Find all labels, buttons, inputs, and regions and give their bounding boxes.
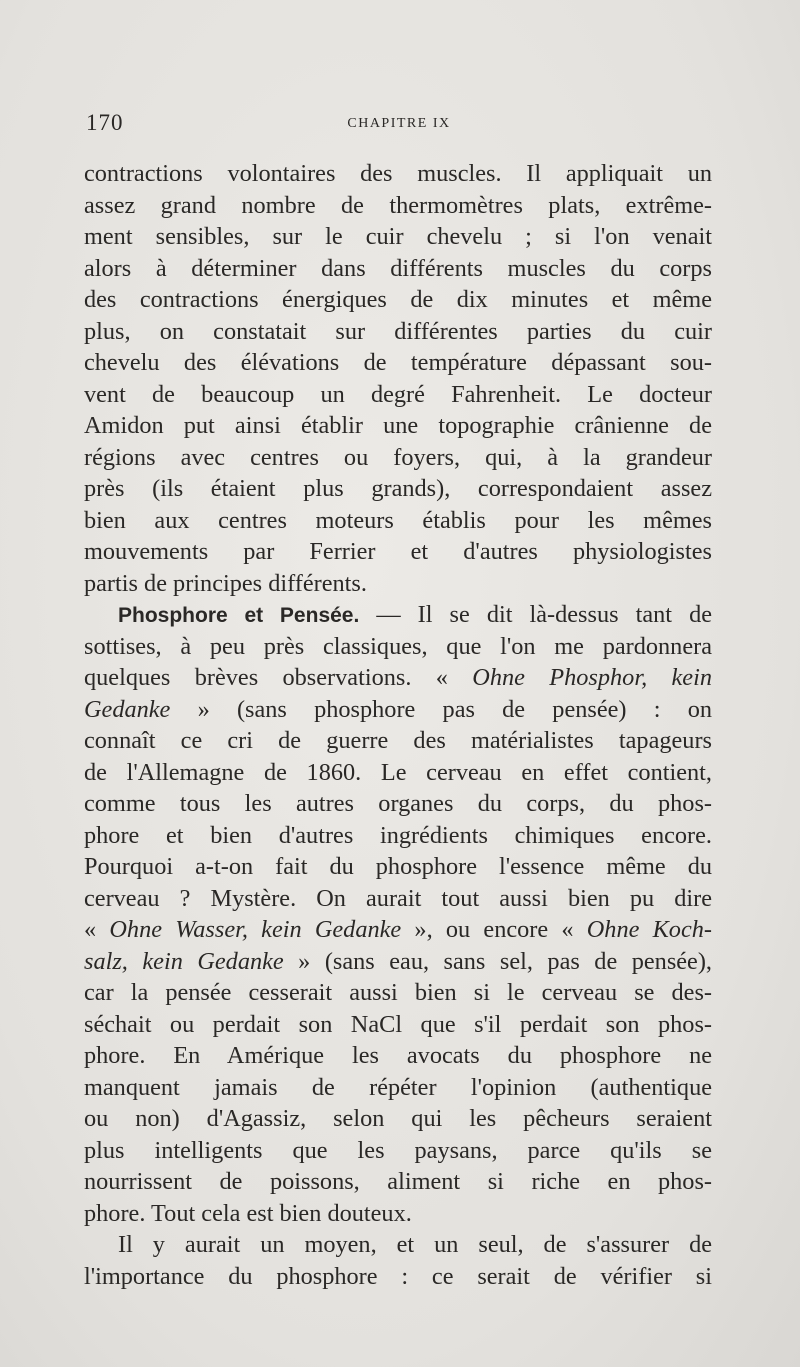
- text-line: [84, 694, 712, 726]
- text-line: l'importance du phosphore : ce serait de vérifier si: [84, 1262, 712, 1290]
- text-line: [84, 914, 712, 946]
- text-line: connaît ce cri de guerre des matérialistes tapageurs: [84, 727, 712, 754]
- text-line: Pourquoi a-t-on fait du phosphore l'essence même du: [84, 853, 712, 880]
- text-line: [84, 599, 712, 631]
- text-line: alors à déterminer dans différents muscles du corps: [84, 254, 712, 282]
- text-line: car la pensée cesserait aussi bien si le cerveau se des-: [84, 979, 712, 1006]
- text-line: comme tous les autres organes du corps, du phos-: [84, 790, 712, 817]
- text-run: » (sans phosphore pas de pensée) : on: [170, 695, 712, 723]
- text-line: chevelu des élévations de température dépassant sou-: [84, 349, 712, 376]
- text-line: vent de beaucoup un degré Fahrenheit. Le docteur: [84, 380, 712, 408]
- text-line: Amidon put ainsi établir une topographie crânienne de: [84, 412, 712, 439]
- section-heading: Phosphore et Pensée.: [118, 604, 360, 627]
- italic-text: Gedanke: [84, 695, 171, 723]
- text-run: » (sans eau, sans sel, pas de pensée),: [283, 947, 713, 975]
- running-head: CHAPITRE IX: [347, 116, 451, 131]
- text-line: nourrissent de poissons, aliment si riche en phos-: [84, 1168, 712, 1195]
- text-run: quelques brèves observations. «: [84, 664, 473, 691]
- text-line: plus intelligents que les paysans, parce qu'ils se: [84, 1136, 712, 1164]
- text-line: séchait ou perdait son NaCl que s'il perdait son phos-: [84, 1010, 712, 1038]
- text-line: plus, on constatait sur différentes parties du cuir: [84, 317, 712, 345]
- text-line: régions avec centres ou foyers, qui, à la grandeur: [84, 443, 712, 471]
- text-line: [84, 946, 712, 978]
- page-number: 170: [86, 110, 124, 135]
- text-line: Il y aurait un moyen, et un seul, de s'assurer de: [118, 1231, 712, 1258]
- text-line: bien aux centres moteurs établis pour les mêmes: [84, 506, 712, 534]
- text-run: — Il se dit là-dessus tant de: [359, 601, 712, 628]
- text-line: ou non) d'Agassiz, selon qui les pêcheurs seraient: [84, 1105, 712, 1132]
- text-line: des contractions énergiques de dix minutes et même: [84, 286, 712, 313]
- text-line: phore. En Amérique les avocats du phosphore ne: [84, 1042, 712, 1069]
- text-line: ment sensibles, sur le cuir chevelu ; si l'on venait: [84, 223, 712, 250]
- text-line: sottises, à peu près classiques, que l'on me pardonnera: [84, 632, 712, 660]
- text-line: cerveau ? Mystère. On aurait tout aussi bien pu dire: [84, 884, 712, 912]
- text-run: «: [84, 916, 110, 943]
- page-header: [86, 110, 712, 140]
- text-line: phore. Tout cela est bien douteux.: [84, 1199, 412, 1227]
- paragraph-2: [84, 599, 712, 1229]
- text-line: de l'Allemagne de 1860. Le cerveau en effet contient,: [84, 758, 712, 786]
- text-line: phore et bien d'autres ingrédients chimiques encore.: [84, 821, 712, 849]
- text-run: », ou encore «: [401, 916, 587, 943]
- paragraph-3: [84, 1229, 712, 1292]
- text-line: contractions volontaires des muscles. Il appliquait un: [84, 160, 712, 187]
- text-line: assez grand nombre de thermomètres plats, extrême-: [84, 191, 712, 219]
- text-line: partis de principes différents.: [84, 569, 367, 597]
- italic-text: Ohne Phosphor, kein: [472, 664, 712, 691]
- italic-text: Ohne Koch-: [586, 916, 712, 943]
- text-line: manquent jamais de répéter l'opinion (authentique: [84, 1073, 712, 1101]
- page-body: [84, 158, 712, 1292]
- text-line: mouvements par Ferrier et d'autres physiologistes: [84, 538, 712, 565]
- italic-text: salz, kein Gedanke: [84, 947, 284, 975]
- text-line: [84, 662, 712, 694]
- italic-text: Ohne Wasser, kein Gedanke: [109, 916, 402, 943]
- text-line: près (ils étaient plus grands), correspondaient assez: [84, 475, 712, 502]
- paragraph-1: [84, 158, 712, 599]
